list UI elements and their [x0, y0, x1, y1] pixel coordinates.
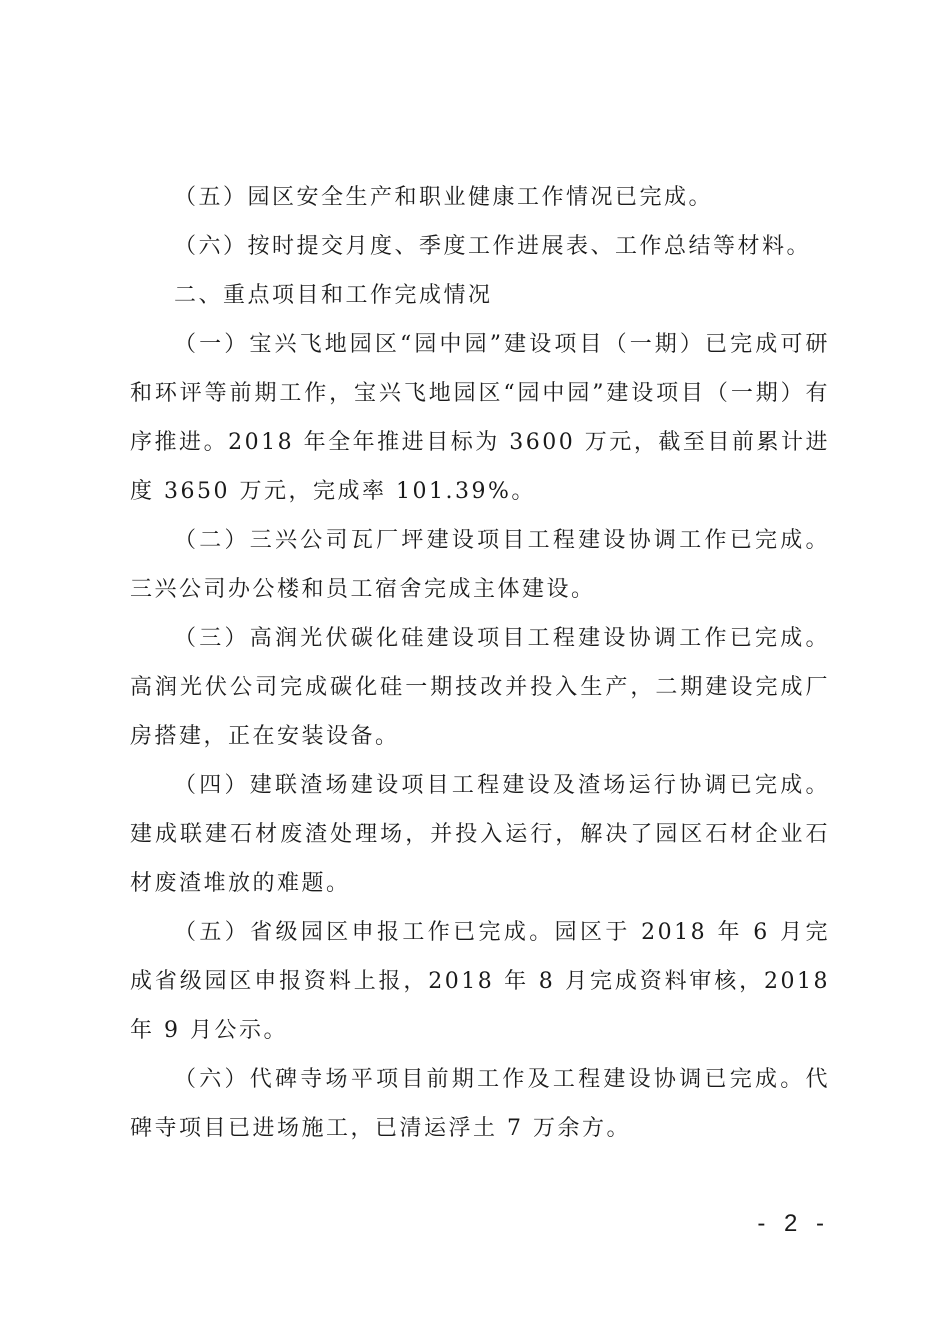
- paragraph-sanxing-company: （二）三兴公司瓦厂坪建设项目工程建设协调工作已完成。三兴公司办公楼和员工宿舍完成主体建设。: [130, 528, 830, 602]
- paragraph-daibeisi-project: （六）代碑寺场平项目前期工作及工程建设协调已完成。代碑寺项目已进场施工，已清运浮土 7 万余方。: [130, 1067, 830, 1141]
- page-number: - 2 -: [757, 1210, 830, 1237]
- paragraph-progress-reports: （六）按时提交月度、季度工作进展表、工作总结等材料。: [174, 234, 812, 259]
- paragraph-provincial-park-application: （五）省级园区申报工作已完成。园区于 2018 年 6 月完成省级园区申报资料上报，2018 年 8 月完成资料审核，2018 年 9 月公示。: [130, 920, 830, 1043]
- paragraph-gaorun-photovoltaic: （三）高润光伏碳化硅建设项目工程建设协调工作已完成。高润光伏公司完成碳化硅一期技改并投入生产，二期建设完成厂房搭建，正在安装设备。: [130, 626, 830, 749]
- document-body: [130, 173, 830, 1153]
- paragraph-jianlian-slag-yard: （四）建联渣场建设项目工程建设及渣场运行协调已完成。建成联建石材废渣处理场，并投入运行，解决了园区石材企业石材废渣堆放的难题。: [130, 773, 830, 896]
- section-heading-key-projects: 二、重点项目和工作完成情况: [174, 283, 493, 308]
- paragraph-baoxing-park: （一）宝兴飞地园区“园中园”建设项目（一期）已完成可研和环评等前期工作，宝兴飞地园区“园中园”建设项目（一期）有序推进。2018 年全年推进目标为 3600 万元，截至目前累计进度 3650 万元，完成率 101.39%。: [130, 332, 830, 504]
- paragraph-safety-production: （五）园区安全生产和职业健康工作情况已完成。: [174, 185, 714, 210]
